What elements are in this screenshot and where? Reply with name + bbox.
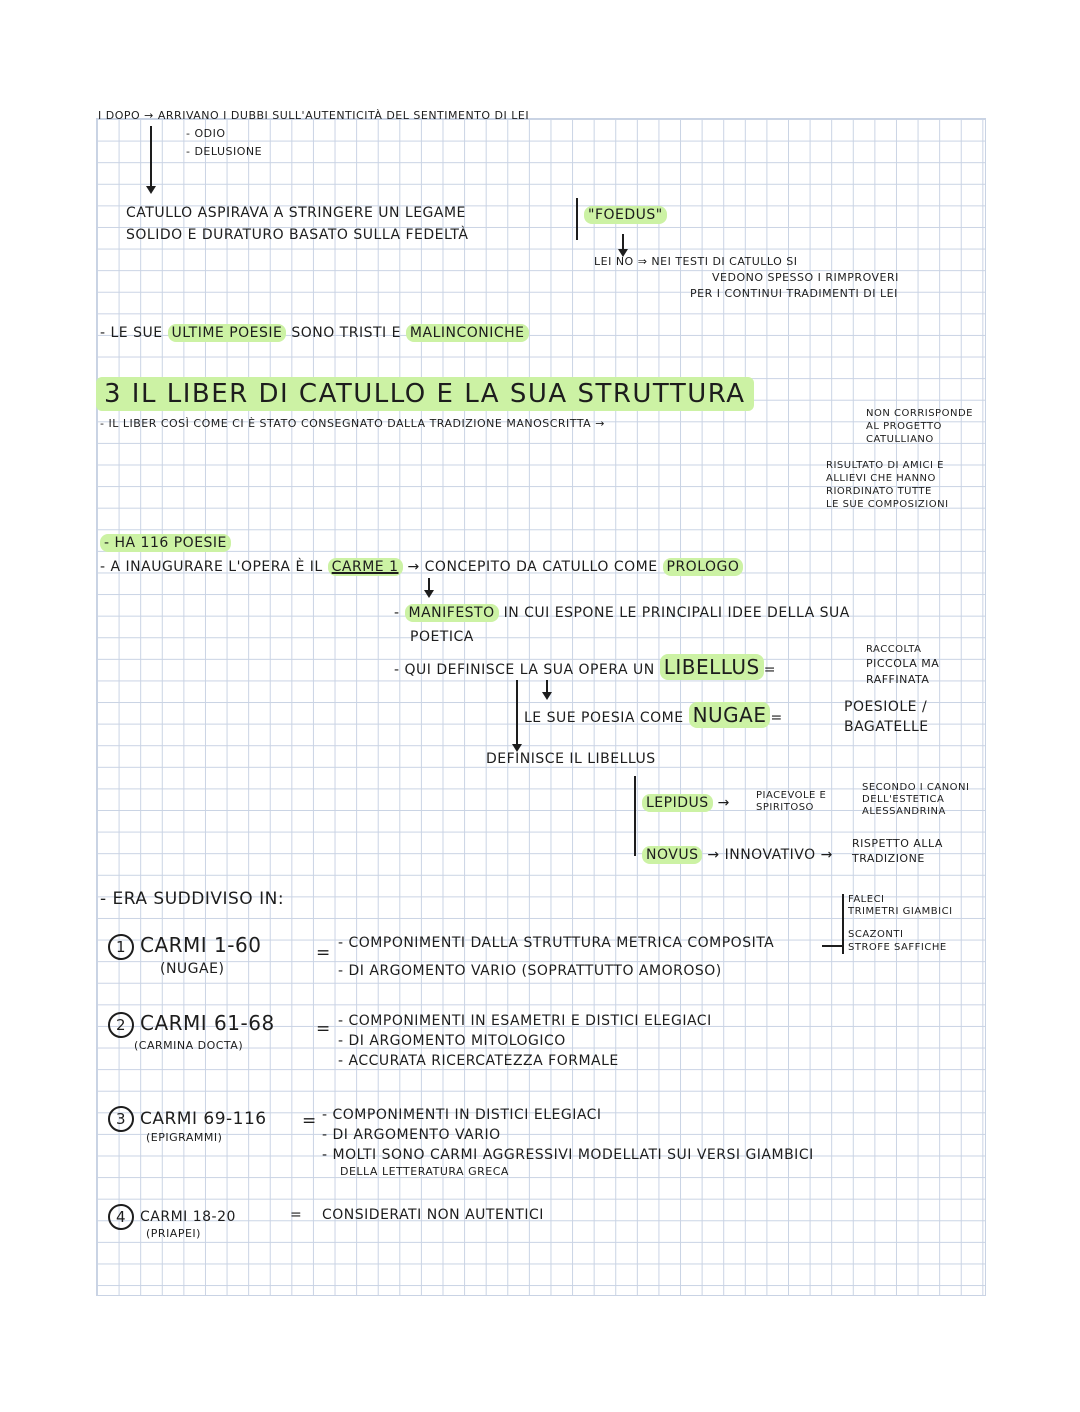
ultime-poesie-line: - LE SUE ULTIME POESIE SONO TRISTI E MALINCONICHE — [100, 326, 529, 341]
group-1-item: - DI ARGOMENTO VARIO (SOPRATTUTTO AMOROSO) — [338, 963, 722, 979]
group-4-title: 4 CARMI 18-20 — [108, 1204, 236, 1230]
catullo-line2: SOLIDO E DURATURO BASATO SULLA FEDELTÀ — [126, 227, 469, 243]
manifesto-line1: - MANIFESTO IN CUI ESPONE LE PRINCIPALI IDEE DELLA SUA — [394, 605, 850, 621]
group-3-subtitle: (EPIGRAMMI) — [146, 1131, 223, 1144]
ris-line3: RIORDINATO TUTTE — [826, 486, 932, 497]
metri-item: FALECI — [848, 894, 885, 905]
foedus-down-line — [622, 234, 624, 250]
group-2-subtitle: (CARMINA DOCTA) — [134, 1039, 244, 1052]
lei-line2: VEDONO SPESSO I RIMPROVERI — [712, 271, 899, 284]
group-3-item: - COMPONIMENTI IN DISTICI ELEGIACI — [322, 1107, 602, 1123]
libellus-branch-line — [516, 680, 518, 750]
racc-line2: PICCOLA MA — [866, 657, 940, 670]
intro-sub-delusione: - DELUSIONE — [186, 145, 263, 158]
metri-item: SCAZONTI — [848, 929, 904, 940]
inaug-line: - A INAUGURARE L'OPERA È IL CARME 1 → CONCEPITO DA CATULLO COME PROLOGO — [100, 560, 743, 575]
nc-line3: CATULLIANO — [866, 434, 934, 445]
group-1-item: - COMPONIMENTI DALLA STRUTTURA METRICA COMPOSITA — [338, 935, 775, 951]
nc-line1: NON CORRISPONDE — [866, 408, 973, 419]
group-3-eq: = — [302, 1111, 317, 1131]
group-4-subtitle: (PRIAPEI) — [146, 1227, 201, 1240]
ris-line1: RISULTATO DI AMICI E — [826, 460, 944, 471]
piac-line1: PIACEVOLE E — [756, 790, 827, 801]
liber-line: - IL LIBER COSÌ COME CI È STATO CONSEGNATO DALLA TRADIZIONE MANOSCRITTA → — [100, 417, 605, 430]
group-1-title: 1 CARMI 1-60 — [108, 934, 261, 960]
risp-line2: TRADIZIONE — [852, 852, 925, 865]
catullo-separator — [576, 198, 578, 240]
piac-line2: SPIRITOSO — [756, 802, 814, 813]
group-3-item: DELLA LETTERATURA GRECA — [340, 1165, 509, 1178]
group-2-title: 2 CARMI 61-68 — [108, 1012, 275, 1038]
lepidus-line: LEPIDUS → — [642, 796, 730, 811]
libellus-line: - QUI DEFINISCE LA SUA OPERA UN LIBELLUS = — [394, 655, 776, 679]
intro-sub-odio: - ODIO — [186, 127, 226, 140]
risp-line1: RISPETTO ALLA — [852, 837, 943, 850]
ha116-line: - HA 116 POESIE — [100, 534, 231, 552]
metri-item: TRIMETRI GIAMBICI — [848, 906, 953, 917]
group-2-item: - COMPONIMENTI IN ESAMETRI E DISTICI ELEGIACI — [338, 1013, 712, 1029]
metri-bracket — [842, 894, 844, 954]
carme1-down-arrow-icon — [424, 590, 434, 598]
group-1-connector — [822, 945, 842, 947]
poesiole-line1: POESIOLE / — [844, 699, 928, 715]
group-4-item: CONSIDERATI NON AUTENTICI — [322, 1207, 544, 1223]
group-1-eq: = — [316, 943, 331, 963]
lei-line1: LEI NO ⇒ NEI TESTI DI CATULLO SI — [594, 255, 798, 268]
lepidus-branch-line — [634, 776, 636, 856]
intro-line1: I DOPO → ARRIVANO I DUBBI SULL'AUTENTICITÀ DEL SENTIMENTO DI LEI — [98, 109, 530, 122]
sec-line2: DELL'ESTETICA — [862, 794, 945, 805]
nc-line2: AL PROGETTO — [866, 421, 942, 432]
metri-item: STROFE SAFFICHE — [848, 942, 947, 953]
ris-line2: ALLIEVI CHE HANNO — [826, 473, 936, 484]
group-2-eq: = — [316, 1019, 331, 1039]
group-2-item: - ACCURATA RICERCATEZZA FORMALE — [338, 1053, 619, 1069]
group-1-subtitle: (NUGAE) — [160, 961, 225, 977]
libellus-down-arrow-icon — [542, 692, 552, 700]
group-3-item: - MOLTI SONO CARMI AGGRESSIVI MODELLATI SUI VERSI GIAMBICI — [322, 1147, 814, 1163]
division-heading: - ERA SUDDIVISO IN: — [100, 889, 285, 909]
poesiole-line2: BAGATELLE — [844, 719, 929, 735]
ris-line4: LE SUE COMPOSIZIONI — [826, 499, 949, 510]
nugae-line: LE SUE POESIA COME NUGAE = — [524, 703, 783, 727]
racc-line3: RAFFINATA — [866, 673, 930, 686]
intro-down-line — [150, 126, 152, 186]
catullo-line1: CATULLO ASPIRAVA A STRINGERE UN LEGAME — [126, 205, 466, 221]
lei-line3: PER I CONTINUI TRADIMENTI DI LEI — [690, 287, 898, 300]
novus-line: NOVUS → INNOVATIVO → — [642, 848, 833, 863]
manifesto-line2: POETICA — [410, 629, 474, 645]
sec-line1: SECONDO I CANONI — [862, 782, 970, 793]
foedus-term: "FOEDUS" — [584, 206, 667, 224]
group-2-item: - DI ARGOMENTO MITOLOGICO — [338, 1033, 566, 1049]
section-title: 3 IL LIBER DI CATULLO E LA SUA STRUTTURA — [96, 377, 754, 411]
racc-line1: RACCOLTA — [866, 644, 922, 655]
group-3-item: - DI ARGOMENTO VARIO — [322, 1127, 501, 1143]
definisce-line: DEFINISCE IL LIBELLUS — [486, 751, 656, 767]
sec-line3: ALESSANDRINA — [862, 806, 946, 817]
intro-down-arrow-icon — [146, 186, 156, 194]
group-3-title: 3 CARMI 69-116 — [108, 1106, 267, 1132]
group-4-eq: = — [290, 1207, 303, 1223]
